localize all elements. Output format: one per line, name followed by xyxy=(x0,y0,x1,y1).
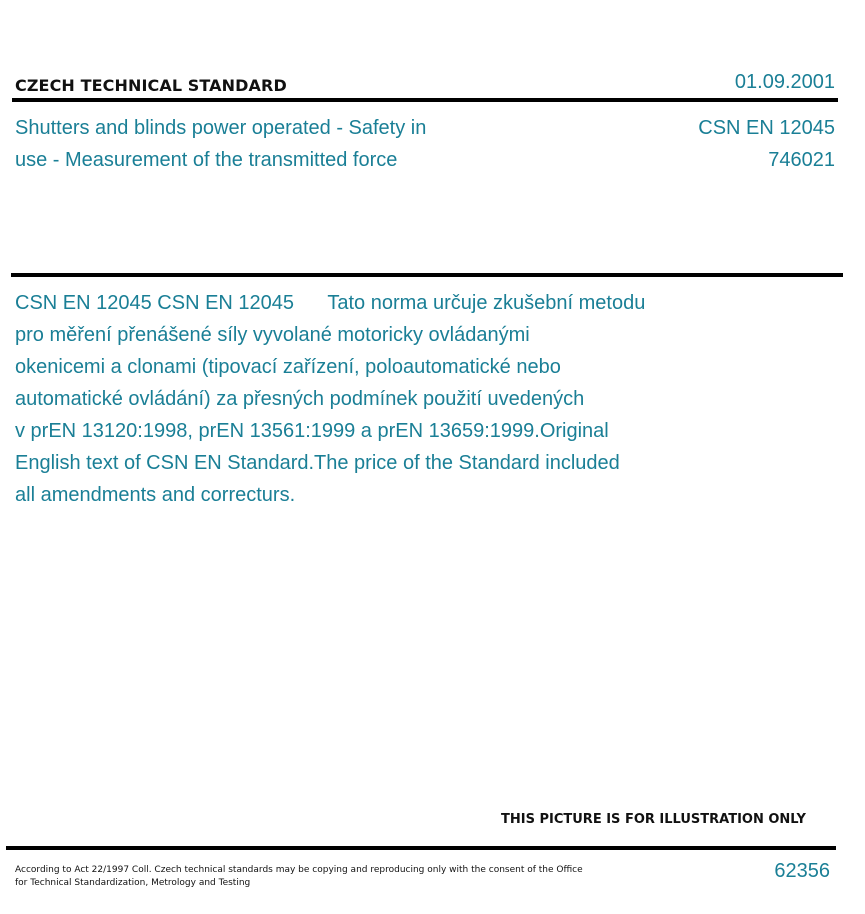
standard-class-code: 746021 xyxy=(768,149,835,171)
legal-notice-line: According to Act 22/1997 Coll. Czech technical standards may be copying and reproducing only with the consent of the Office xyxy=(15,865,583,875)
description-line: v prEN 13120:1998, prEN 13561:1999 a prEN 13659:1999.Original xyxy=(15,420,609,442)
document-type-label: CZECH TECHNICAL STANDARD xyxy=(15,76,287,95)
illustration-notice: THIS PICTURE IS FOR ILLUSTRATION ONLY xyxy=(501,812,806,827)
description-line: okenicemi a clonami (tipovací zařízení, poloautomatické nebo xyxy=(15,356,561,378)
product-number: 62356 xyxy=(774,860,830,882)
description-line: CSN EN 12045 CSN EN 12045 Tato norma určuje zkušební metodu xyxy=(15,292,646,314)
header-divider xyxy=(12,98,838,102)
description-line: pro měření přenášené síly vyvolané motoricky ovládanými xyxy=(15,324,530,346)
legal-notice-line: for Technical Standardization, Metrology and Testing xyxy=(15,878,251,888)
standard-title-line: use - Measurement of the transmitted force xyxy=(15,149,398,171)
standard-codes xyxy=(698,112,835,176)
standard-designation: CSN EN 12045 xyxy=(698,117,835,139)
footer-divider xyxy=(6,846,836,850)
description-line: English text of CSN EN Standard.The price of the Standard included xyxy=(15,452,620,474)
standard-description xyxy=(15,287,705,511)
legal-notice xyxy=(15,864,585,890)
description-line: all amendments and correcturs. xyxy=(15,484,296,506)
standard-title xyxy=(15,112,485,176)
description-line: automatické ovládání) za přesných podmínek použití uvedených xyxy=(15,388,585,410)
standard-title-line: Shutters and blinds power operated - Safety in xyxy=(15,117,427,139)
publication-date: 01.09.2001 xyxy=(734,71,835,93)
title-divider xyxy=(11,273,843,277)
